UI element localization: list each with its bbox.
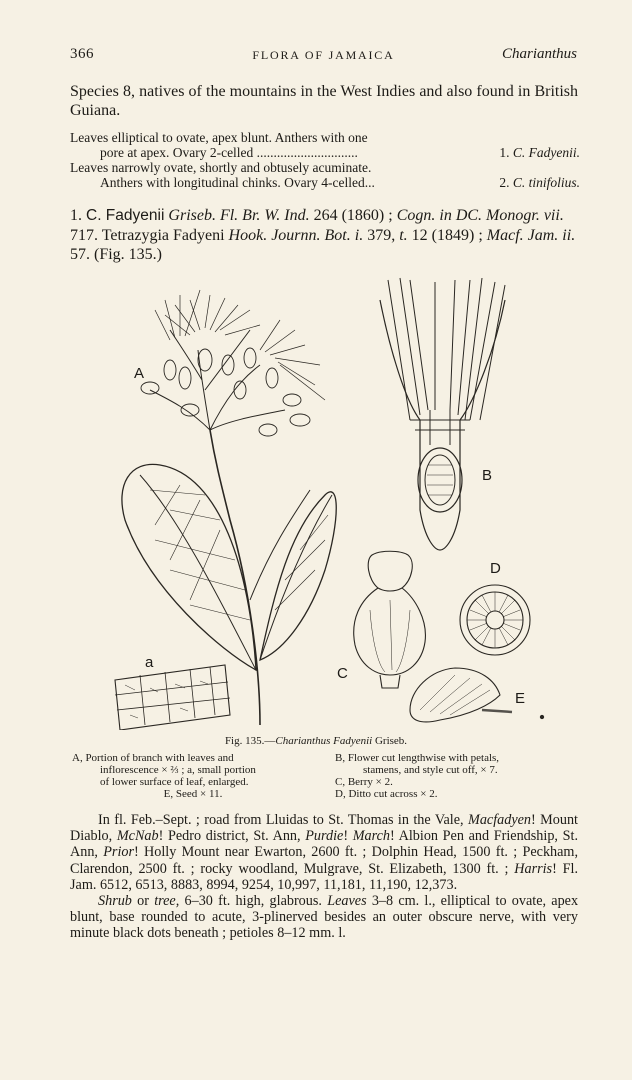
species-heading: 1. C. Fadyenii Griseb. Fl. Br. W. Ind. 264 (1860) ; Cogn. in DC. Monogr. vii. 717. Tetrazygia Fadyeni Hook. Journn. Bot. i. 379, t. 12 (1849) ; Macf. Jam. ii. 57. (Fig. 135.) [70,207,576,263]
species-description [70,812,578,942]
key-line: Leaves narrowly ovate, shortly and obtusely acuminate. [70,160,372,175]
running-header [70,46,577,66]
figure-label-e: E [515,690,526,707]
page-number: 366 [70,46,94,62]
figure-d-cross-section [460,585,530,655]
species-name: C. Fadyenii [86,207,165,224]
genus-header: Charianthus [501,46,577,62]
figure-c-berry [354,551,426,688]
figure-caption-left: A, Portion of branch with leaves and inflorescence × ⅔ ; a, small portion of lower surface of leaf, enlarged. E, Seed × 11. [72,752,256,800]
genus-intro: Species 8, natives of the mountains in the West Indies and also found in British Guiana. [70,83,578,119]
figure-label-a-upper: A [134,365,145,382]
figure-a-branch [122,290,336,725]
figure-label-b: B [482,467,493,484]
figure-caption-right: B, Flower cut lengthwise with petals, stamens, and style cut off, × 7. C, Berry × 2. D, Ditto cut across × 2. [335,752,500,800]
figure-label-c: C [337,665,348,682]
key-line: Leaves elliptical to ovate, apex blunt. Anthers with one [70,130,368,145]
morphology-paragraph: Shrub or tree, 6–30 ft. high, glabrous. Leaves 3–8 cm. l., elliptical to ovate, apex blunt, base rounded to acute, 3-plinerved besides an outer obscure nerve, with very minute black dots beneath ; petioles 8–12 mm. l. [70,893,579,942]
figure-title: Fig. 135.—Charianthus Fadyenii Griseb. [224,735,408,747]
key-line: Anthers with longitudinal chinks. Ovary 4-celled... 2. C. tinifolius. [100,175,580,190]
botanical-illustration [110,270,550,730]
flower-buds [141,348,310,436]
species-key [70,130,580,190]
running-title: FLORA OF JAMAICA [252,48,395,62]
collection-paragraph: In fl. Feb.–Sept. ; road from Lluidas to St. Thomas in the Vale, Macfadyen! Mount Diablo, McNab! Pedro district, St. Ann, Purdie! March! Albion Pen and Friendship, St. Ann, Prior! Holly Mount near Ewarton, 2600 ft. ; Dolphin Head, 1500 ft. ; Peckham, Clarendon, 2500 ft. ; rocky woodland, Mulgrave, St. Elizabeth, 1300 ft. ; Harris! Fl. Jam. 6512, 6513, 8883, 8994, 9254, 10,997, 11,181, 11,190, 12,373. [70,812,579,893]
figure-b-flower-section [380,278,505,550]
key-line: pore at apex. Ovary 2-celled .............................. 1. C. Fadyenii. [100,145,580,160]
figure-label-a-lower: a [145,654,154,671]
figure-a-leaf-detail [115,665,230,730]
figure-label-d: D [490,560,501,577]
